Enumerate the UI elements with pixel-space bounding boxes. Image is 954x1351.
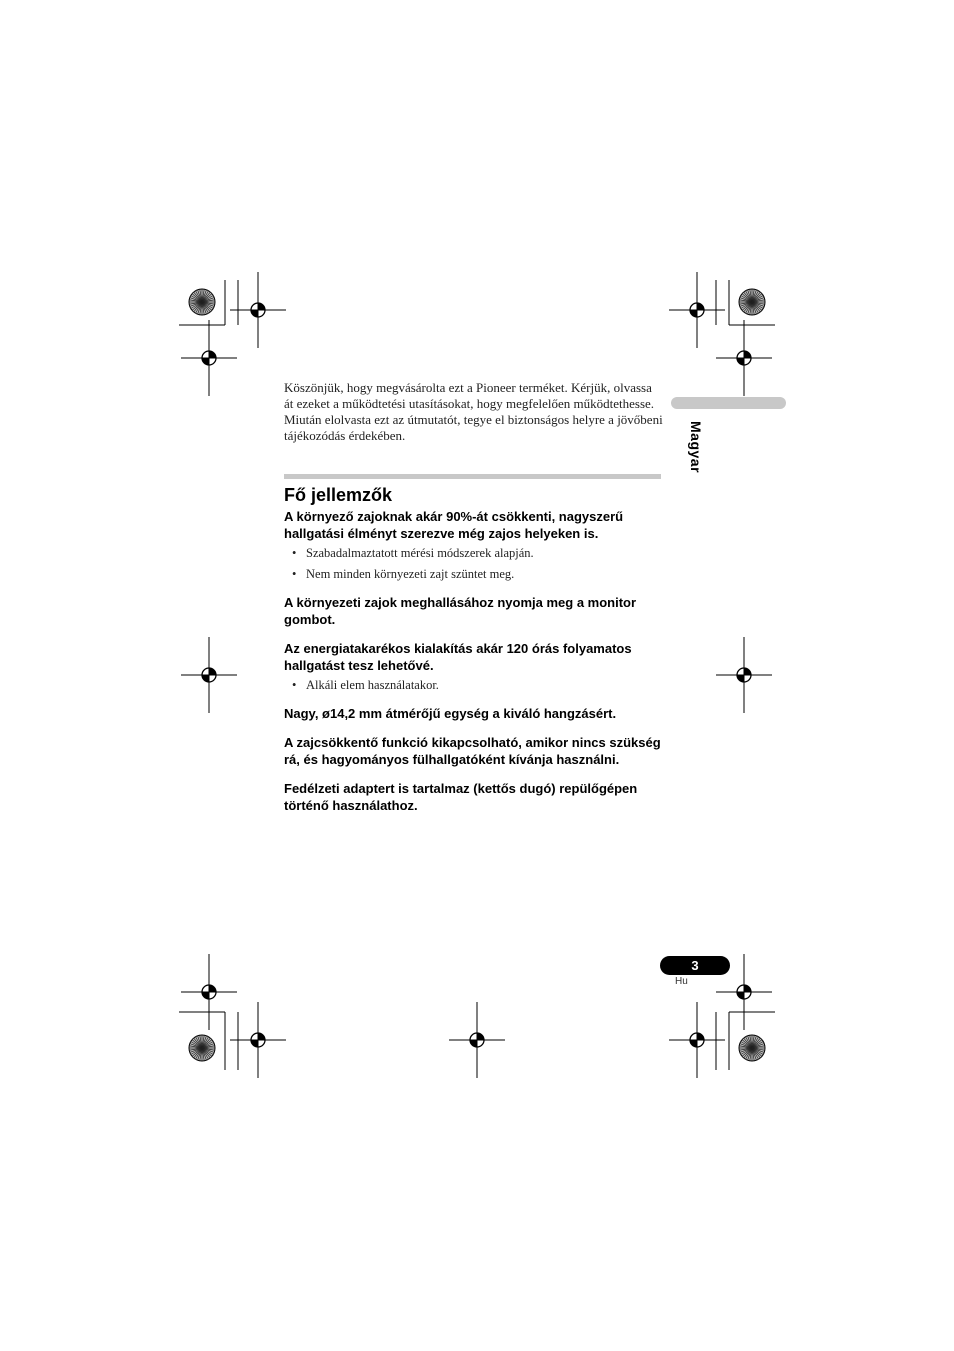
color-target bbox=[189, 289, 215, 315]
color-target bbox=[189, 1035, 215, 1061]
color-target bbox=[739, 289, 765, 315]
bullet-item: • Nem minden környezeti zajt szüntet meg. bbox=[284, 566, 664, 582]
registration-mark bbox=[669, 1002, 725, 1078]
registration-mark bbox=[716, 320, 772, 396]
feature-item: Fedélzeti adaptert is tartalmaz (kettős dugó) repülőgépen történő használathoz. bbox=[284, 781, 638, 813]
registration-mark bbox=[181, 320, 237, 396]
section-divider bbox=[284, 474, 661, 479]
color-target bbox=[739, 1035, 765, 1061]
registration-mark bbox=[181, 637, 237, 713]
bullet-item: • Szabadalmaztatott mérési módszerek alapján. bbox=[284, 545, 664, 561]
page-language-code: Hu bbox=[675, 976, 688, 987]
intro-paragraph: Köszönjük, hogy megvásárolta ezt a Pioneer terméket. Kérjük, olvassa át ezeket a működtetési utasításokat, hogy megfelelően működtethesse. Miután elolvasta ezt az útmutatót, tegye el biztonságos helyre a jövőbeni tájékozódás érdekében. bbox=[284, 380, 663, 443]
bullet-item: • Alkáli elem használatakor. bbox=[284, 677, 664, 693]
feature-item: A zajcsökkentő funkció kikapcsolható, amikor nincs szükség rá, és hagyományos fülhallgatóként kívánja használni. bbox=[284, 735, 661, 767]
language-tab-bar bbox=[671, 397, 786, 409]
section-title: Fő jellemzők bbox=[284, 485, 393, 505]
feature-list bbox=[284, 508, 664, 814]
feature-bullets bbox=[284, 545, 664, 582]
registration-mark bbox=[449, 1002, 505, 1078]
registration-mark bbox=[181, 954, 237, 1030]
page-number-badge: 3 bbox=[660, 956, 730, 975]
feature-item: Az energiatakarékos kialakítás akár 120 órás folyamatos hallgatást tesz lehetővé. bbox=[284, 641, 632, 673]
feature-bullets bbox=[284, 677, 664, 693]
feature-item: A környezeti zajok meghallásához nyomja meg a monitor gombot. bbox=[284, 595, 637, 627]
registration-mark bbox=[716, 637, 772, 713]
feature-item: A környező zajoknak akár 90%-át csökkenti, nagyszerű hallgatási élményt szerezve még zajos helyeken is. bbox=[284, 509, 624, 541]
language-tab-label: Magyar bbox=[688, 421, 704, 474]
registration-mark bbox=[669, 272, 725, 348]
feature-item: Nagy, ø14,2 mm átmérőjű egység a kiváló hangzásért. bbox=[284, 706, 617, 721]
